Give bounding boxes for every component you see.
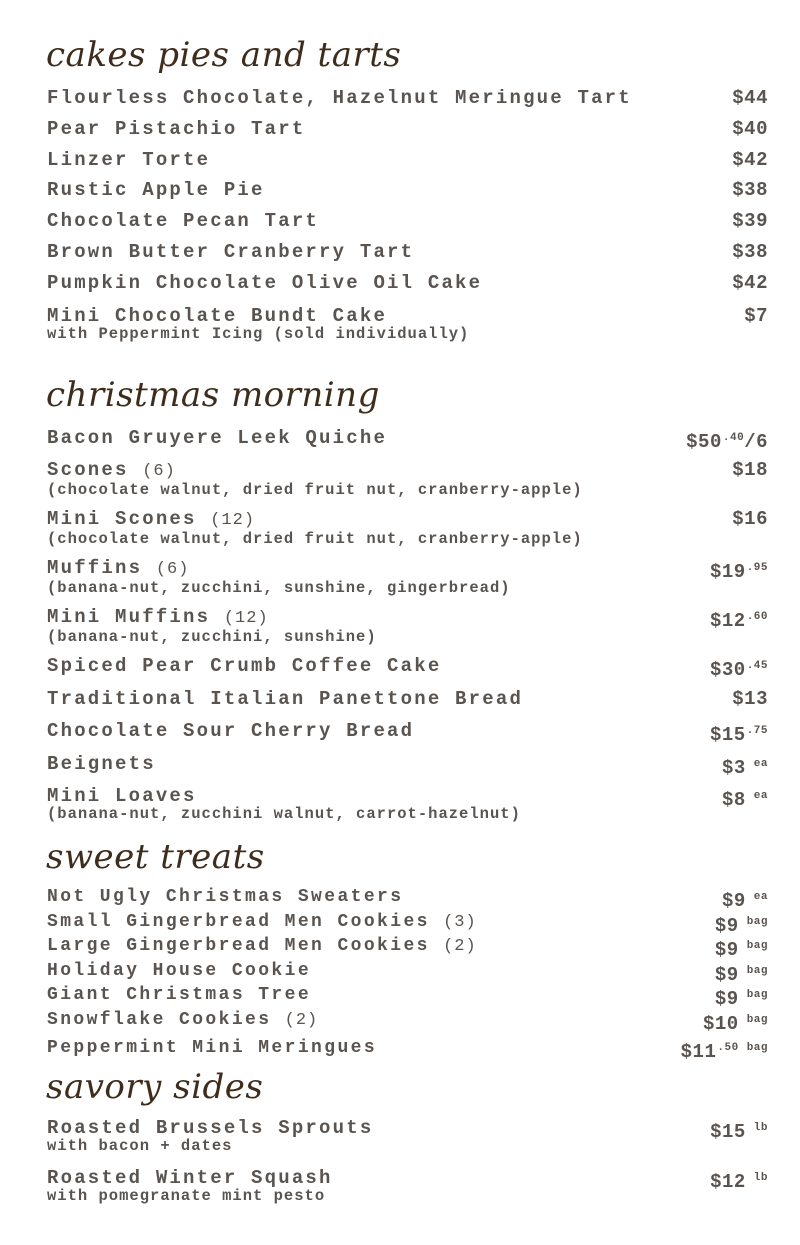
item-name: Spiced Pear Crumb Coffee Cake: [47, 655, 442, 677]
item-name: Rustic Apple Pie: [47, 179, 265, 201]
menu-item: [47, 1167, 768, 1204]
item-price: $16: [732, 508, 768, 530]
item-price: $9 $^{bag}$: [714, 915, 768, 937]
item-name: Pumpkin Chocolate Olive Oil Cake: [47, 272, 483, 294]
menu-item: [47, 688, 768, 710]
menu-item: [47, 911, 768, 937]
item-price: $\$30^{.45}$: [709, 659, 768, 681]
menu-item: [47, 886, 768, 912]
menu-item: [47, 753, 768, 779]
section-title-christmas-morning: christmas morning: [46, 375, 380, 415]
item-name: Flourless Chocolate, Hazelnut Meringue Tart: [47, 87, 632, 109]
menu-item: [47, 984, 768, 1010]
item-price: $40: [732, 118, 768, 140]
item-price: $18: [732, 459, 768, 481]
item-price: $44: [732, 87, 768, 109]
menu-item: [47, 210, 768, 232]
item-price: $38: [732, 241, 768, 263]
item-name: Holiday House Cookie: [47, 961, 312, 981]
item-price: $12 $^{lb}$: [710, 1171, 768, 1193]
item-name: Chocolate Pecan Tart: [47, 210, 320, 232]
item-note: (chocolate walnut, dried fruit nut, cranberry-apple): [47, 481, 583, 499]
item-name: Scones (6): [47, 459, 176, 481]
menu-item: [47, 241, 768, 263]
item-price: $\$50^{.40}/6$: [686, 431, 768, 453]
item-price: $39: [732, 210, 768, 232]
menu-item: [47, 87, 768, 109]
item-price: $13: [732, 688, 768, 710]
section-title-sweet-treats: sweet treats: [46, 837, 265, 877]
item-name: Large Gingerbread Men Cookies (2): [47, 936, 477, 956]
item-price: $\$15^{.75}$: [709, 724, 768, 746]
item-note: with bacon + dates: [47, 1137, 233, 1155]
item-name: Giant Christmas Tree: [47, 985, 312, 1005]
menu-item: [47, 1037, 768, 1063]
menu-item: [47, 606, 768, 645]
menu-item: [47, 960, 768, 986]
item-name: Traditional Italian Panettone Bread: [47, 688, 524, 710]
item-price: $42: [732, 149, 768, 171]
item-note: with pomegranate mint pesto: [47, 1187, 326, 1205]
item-note: with Peppermint Icing (sold individually): [47, 325, 470, 343]
item-price: $3 $^{ea}$: [721, 757, 768, 779]
item-price: $9 $^{bag}$: [714, 964, 768, 986]
item-name: Not Ugly Christmas Sweaters: [47, 887, 404, 907]
item-price: $10 $^{bag}$: [702, 1013, 768, 1035]
item-name: Mini Loaves: [47, 785, 197, 807]
item-name: Brown Butter Cranberry Tart: [47, 241, 415, 263]
item-price: $9 $^{bag}$: [714, 988, 768, 1010]
item-price: $42: [732, 272, 768, 294]
item-price: $9 $^{bag}$: [714, 939, 768, 961]
item-note: (banana-nut, zucchini, sunshine, gingerbread): [47, 579, 511, 597]
item-price: $\$12^{.60}$: [709, 610, 768, 632]
item-price: $8 $^{ea}$: [721, 789, 768, 811]
item-name: Peppermint Mini Meringues: [47, 1038, 378, 1058]
menu-item: [47, 179, 768, 201]
item-name: Snowflake Cookies (2): [47, 1010, 319, 1030]
item-price: $9 $^{ea}$: [721, 890, 768, 912]
item-name: Chocolate Sour Cherry Bread: [47, 720, 415, 742]
section-title-cakes: cakes pies and tarts: [46, 35, 402, 75]
menu-item: [47, 785, 768, 822]
item-name: Pear Pistachio Tart: [47, 118, 306, 140]
menu-item: [47, 427, 768, 453]
menu-item: [47, 508, 768, 547]
item-name: Muffins (6): [47, 557, 190, 579]
item-note: (banana-nut, zucchini, sunshine): [47, 628, 377, 646]
item-price: $\$11^{.50}$ $^{bag}$: [680, 1041, 768, 1063]
item-name: Bacon Gruyere Leek Quiche: [47, 427, 388, 449]
menu-item: [47, 305, 768, 342]
item-name: Roasted Brussels Sprouts: [47, 1117, 374, 1139]
menu-item: [47, 1009, 768, 1035]
item-price: $38: [732, 179, 768, 201]
menu-item: [47, 655, 768, 681]
menu-item: [47, 557, 768, 596]
item-name: Small Gingerbread Men Cookies (3): [47, 912, 477, 932]
item-name: Mini Chocolate Bundt Cake: [47, 305, 388, 327]
item-name: Mini Scones (12): [47, 508, 256, 530]
menu-item: [47, 1117, 768, 1154]
item-note: (banana-nut, zucchini walnut, carrot-hazelnut): [47, 805, 521, 823]
item-price: $15 $^{lb}$: [710, 1121, 768, 1143]
menu-item: [47, 459, 768, 498]
item-name: Linzer Torte: [47, 149, 211, 171]
item-name: Beignets: [47, 753, 156, 775]
menu-item: [47, 272, 768, 294]
menu-item: [47, 149, 768, 171]
menu-item: [47, 935, 768, 961]
menu-item: [47, 720, 768, 746]
item-name: Mini Muffins (12): [47, 606, 269, 628]
item-note: (chocolate walnut, dried fruit nut, cranberry-apple): [47, 530, 583, 548]
section-title-savory-sides: savory sides: [46, 1067, 264, 1107]
item-price: $7: [744, 305, 768, 327]
menu-item: [47, 118, 768, 140]
item-price: $\$19^{.95}$: [709, 561, 768, 583]
item-name: Roasted Winter Squash: [47, 1167, 333, 1189]
